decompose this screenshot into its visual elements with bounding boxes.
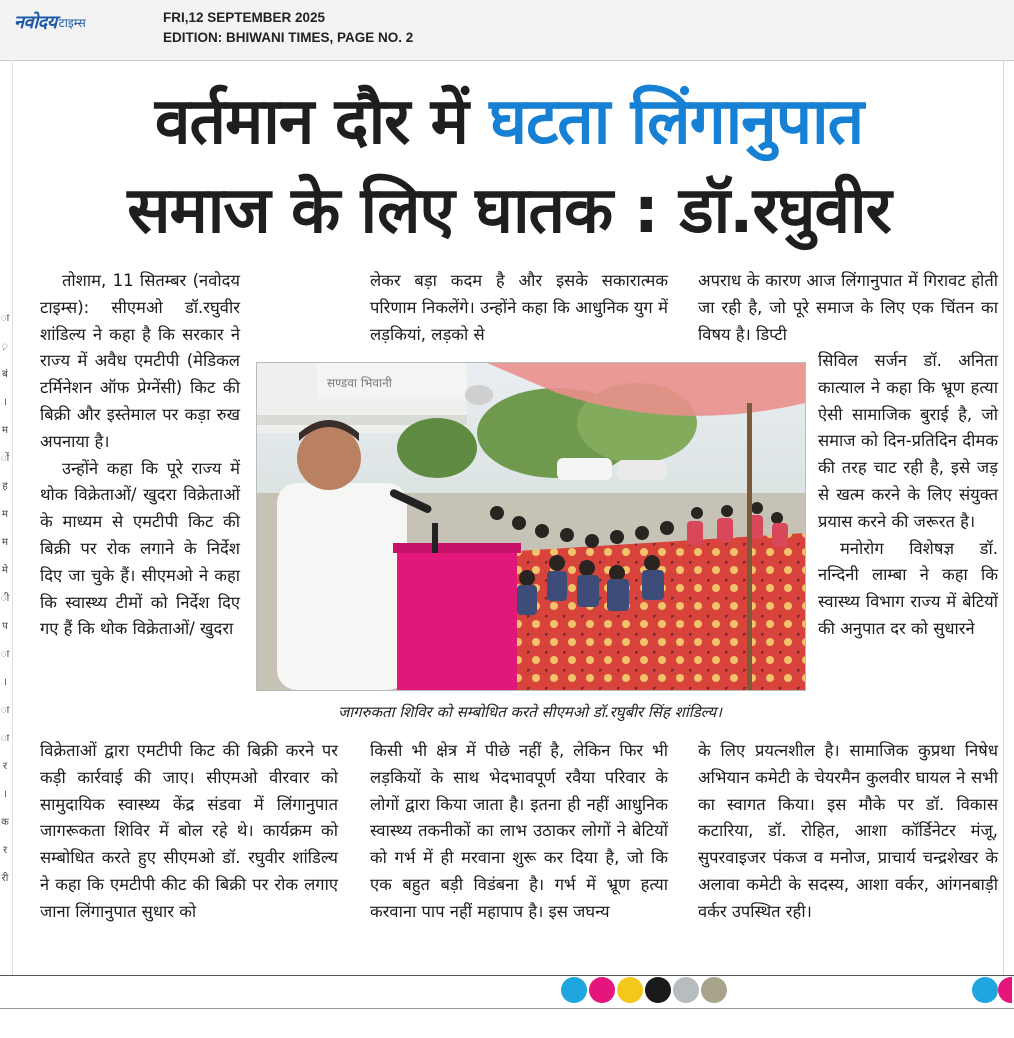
edition-label: EDITION: BHIWANI TIMES, PAGE NO. 2 [163,30,414,45]
article-paragraph: के लिए प्रयत्नशील है। सामाजिक कुप्रथा निषेध अभियान कमेटी के चेयरमैन कुलवीर घायल ने सभी का स्वागत किया। इस मौके पर डॉ. विकास कटारिया, डॉ. रोहित, आशा कॉर्डिनेटर मंजू, सुपरवाइजर पंकज व मनोज, प्राचार्य चन्द्रशेखर के अलावा कमेटी के सदस्य, आशा वर्कर, आंगनबाड़ी वर्कर उपस्थित रही। [698,741,998,921]
headline-part-1: वर्तमान दौर में [154,85,490,159]
adjacent-column-glyph: । [3,397,7,408]
adjacent-column-strip [0,60,13,975]
adjacent-column-glyph: मे [2,565,8,576]
registration-dot-black [645,977,671,1003]
adjacent-column-glyph: ा [0,313,10,324]
registration-dot-yellow [617,977,643,1003]
event-photo-illustration [257,363,805,690]
article-column-2-top [370,268,668,348]
logo-sub-text: टाइम्स [58,15,86,30]
article-column-3-top [698,268,998,348]
adjacent-column-glyph: म [2,509,8,520]
adjacent-column-glyph: म [2,537,8,548]
article-paragraph: किसी भी क्षेत्र में पीछे नहीं है, लेकिन फिर भी लड़कियों के साथ भेदभावपूर्ण रवैया परिवार के लोगों द्वारा किया जाता है। इतना ही नहीं आधुनिक स्वास्थ्य तकनीकों का लाभ उठाकर लोगों ने बेटियों को गर्भ में ही मरवाना शुरू कर दिया है, जो कि एक बहुत बड़ी विडंबना है। गर्भ में भ्रूण हत्या करवाना पाप नहीं महापाप है। इस जघन्य [370,741,668,921]
adjacent-column-glyph: । [3,677,7,688]
speaker-figure [277,483,407,690]
registration-dot-magenta-2 [998,977,1012,1003]
adjacent-column-glyph: ा [0,705,10,716]
registration-dot-gray [673,977,699,1003]
article-column-1-bottom [40,738,338,926]
article-paragraph: उन्होंने कहा कि पूरे राज्य में थोक विक्रेताओं/ खुदरा विक्रेताओं के माध्यम से एमटीपी किट की बिक्री पर रोक लगाने के निर्देश दिए जा चुके हैं। सीएमओ ने कहा कि स्वास्थ्य टीमों को निर्देश दिए गए हैं कि थोक विक्रेताओं/ खुदरा [40,458,240,639]
adjacent-column-glyph: ा [0,649,10,660]
building-sign: सण्डवा भिवानी [327,376,392,390]
registration-dot-cyan [561,977,587,1003]
registration-dot-olive [701,977,727,1003]
article-column-1-top [40,268,240,643]
photo-caption: जागरुकता शिविर को सम्बोधित करते सीएमओ डॉ.रघुबीर सिंह शांडिल्य। [338,703,722,721]
page-bottom-rule [0,975,1014,976]
adjacent-column-glyph: ह [2,481,8,492]
article-paragraph: विक्रेताओं द्वारा एमटीपी किट की बिक्री करने पर कड़ी कार्रवाई की जाए। सीएमओ वीरवार को सामुदायिक स्वास्थ्य केंद्र संडवा में लिंगानुपात जागरूकता शिविर में बोल रहे थे। कार्यक्रम को सम्बोधित करते हुए सीएमओ डॉ. रघुवीर शांडिल्य ने कहा कि एमटीपी कीट की बिक्री पर रोक लगाए जाना लिंगानुपात सुधार को [40,741,338,921]
adjacent-column-glyph: र [2,845,8,856]
news-photo[interactable] [256,362,806,691]
registration-dot-cyan-2 [972,977,998,1003]
adjacent-column-glyph: ी [0,593,10,604]
newspaper-logo[interactable] [14,10,138,34]
article-column-3-mid [818,348,998,643]
article-column-3-bottom [698,738,998,926]
adjacent-column-glyph: री [1,873,9,884]
article-paragraph: तोशाम, 11 सितम्बर (नवोदय टाइम्स): सीएमओ डॉ.रघुवीर शांडिल्य ने कहा है कि सरकार ने राज्य में अवैध एमटीपी (मेडिकल टर्मिनेशन ऑफ प्रेग्नेंसी) किट की बिक्री और इस्तेमाल पर कड़ा रुख अपनाया है। [40,271,240,451]
adjacent-column-glyph: ों [0,453,10,464]
article-paragraph: सिविल सर्जन डॉ. अनिता कात्याल ने कहा कि भ्रूण हत्या ऐसी सामाजिक बुराई है, जो समाज को दिन-प्रतिदिन दीमक की तरह चाट रही है, इसे जड़ से खत्म करने के लिए संयुक्त प्रयास करने की जरूरत है। [818,351,998,531]
headline-line-2: समाज के लिए घातक : डॉ.रघुवीर [127,174,891,248]
article-paragraph: अपराध के कारण आज लिंगानुपात में गिरावट होती जा रही है, जो पूरे समाज के लिए एक चिंतन का विषय है। डिप्टी [698,271,998,344]
article-paragraph: लेकर बड़ा कदम है और इसके सकारात्मक परिणाम निकलेंगे। उन्होंने कहा कि आधुनिक युग में लड़कियां, लड़को से [370,271,668,344]
adjacent-column-glyph: बं [2,369,8,380]
page-bottom-rule-2 [0,1008,1014,1009]
adjacent-column-glyph: प [2,621,8,632]
article-paragraph: मनोरोग विशेषज्ञ डॉ. नन्दिनी लाम्बा ने कहा कि स्वास्थ्य विभाग राज्य में बेटियों की अनुपात दर को सुधारने [818,538,998,638]
headline-highlight: घटता लिंगानुपात [489,85,864,159]
registration-dot-magenta [589,977,615,1003]
adjacent-column-glyph: ा [0,733,10,744]
podium [397,548,517,690]
masthead [0,0,1014,61]
adjacent-column-glyph: म [2,425,8,436]
adjacent-column-glyph: ़ [2,341,8,352]
adjacent-column-glyph: र [2,761,8,772]
headline [14,78,1004,256]
logo-main-text: नवोदय [14,12,57,33]
article-column-2-bottom [370,738,668,926]
adjacent-column-glyph: क [1,817,9,828]
issue-date: FRI,12 SEPTEMBER 2025 [163,10,326,25]
loudspeaker [465,385,493,405]
adjacent-column-glyph: । [3,789,7,800]
headline-line-1 [14,78,1004,166]
edition-info [163,8,413,48]
